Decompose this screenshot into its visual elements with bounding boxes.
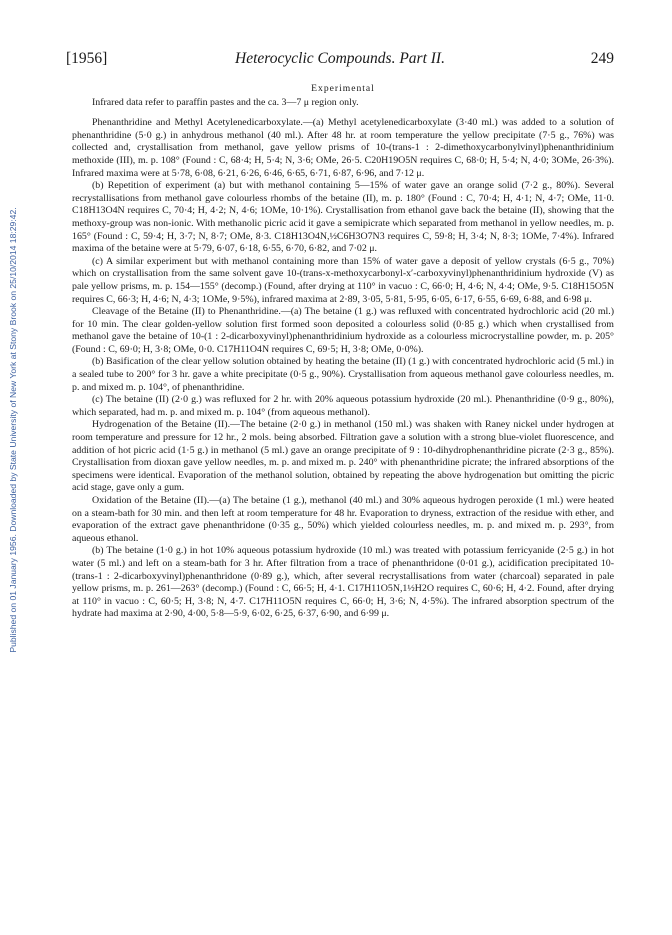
paragraph-experiment-b: (b) Repetition of experiment (a) but with methanol containing 5—15% of water gave an orange solid (7·2 g., 80%). Several recrystallisations from methanol gave colourless rhombs of the betaine (II), m. p. 180° (Found : C, 70·4; H, 4·1; N, 4·7; OMe, 11·0. C18H13O4N requires C, 70·4; H, 4·2; N, 4·6; 1OMe, 10·1%). Crystallisation from ethanol gave back the betaine (II), showing that the methoxy-group was non-ionic. With methanolic picric acid it gave a semipicrate which separated from methanol in yellow needles, m. p. 165° (Found : C, 59·4; H, 3·7; N, 8·7; OMe, 8·3. C18H13O4N,½C6H3O7N3 requires C, 59·8; H, 3·4; N, 8·3; 1OMe, 7·4%). Infrared maxima of the betaine were at 5·79, 6·07, 6·18, 6·55, 6·70, 6·82, and 7·02 μ. xyxy=(72,180,614,255)
running-header xyxy=(66,50,614,72)
paragraph-cleavage-c: (c) The betaine (II) (2·0 g.) was refluxed for 2 hr. with 20% aqueous potassium hydroxide (20 ml.). Phenanthridine (0·9 g., 80%), which separated, had m. p. and mixed m. p. 104° (from aqueous methanol). xyxy=(72,394,614,418)
paragraph-experiment-c: (c) A similar experiment but with methanol containing more than 15% of water gave a deposit of yellow crystals (6·5 g., 70%) which on crystallisation from the same solvent gave 10-(trans-x-methoxycarbonyl-x′-carboxyvinyl)phenanthridinium hydroxide (V) as pale yellow prisms, m. p. 154—155° (decomp.) (Found, after drying at 110° in vacuo : C, 66·0; H, 4·6; N, 4·4; OMe, 9·5. C18H15O5N requires C, 66·3; H, 4·6; N, 4·3; 1OMe, 9·5%), infrared maxima at 2·89, 3·05, 5·81, 5·95, 6·05, 6·17, 6·55, 6·69, 6·88, and 6·98 μ. xyxy=(72,255,614,305)
page-number: 249 xyxy=(590,50,614,67)
paragraph-phenanthridine-acetylenedicarboxylate: Phenanthridine and Methyl Acetylenedicarboxylate.—(a) Methyl acetylenedicarboxylate (3·40 ml.) was added to a solution of phenanthridine (5·0 g.) in anhydrous methanol (40 ml.). After 48 hr. at room temperature the yellow precipitate (7·5 g., 76%) was collected and, crystallisation from methanol, gave yellow prisms of 10-(trans-1 : 2-dimethoxycarbonylvinyl)phenanthridinium methoxide (III), m. p. 108° (Found : C, 68·4; H, 5·4; N, 3·6; OMe, 26·5. C20H19O5N requires C, 68·0; H, 5·4; N, 4·0; 3OMe, 26·3%). Infrared maxima were at 5·78, 6·08, 6·21, 6·26, 6·46, 6·65, 6·71, 6·87, 6·96, and 7·12 μ. xyxy=(72,117,614,179)
download-notice: Published on 01 January 1956. Downloaded by State University of New York at Stony Brook on 25/10/2014 18:29:42. xyxy=(8,207,18,653)
download-watermark xyxy=(6,60,20,800)
infrared-note: Infrared data refer to paraffin pastes and the ca. 3—7 μ region only. xyxy=(92,96,359,108)
paragraph-oxidation-b: (b) The betaine (1·0 g.) in hot 10% aqueous potassium hydroxide (10 ml.) was treated with potassium ferricyanide (2·5 g.) in hot water (5 ml.) and left on a steam-bath for 3 hr. After filtration from a trace of phenanthridone (0·01 g.), acidification precipitated 10-(trans-1 : 2-dicarboxyvinyl)phenanthridone (0·89 g.), which, after several recrystallisations from water (charcoal) separated in pale yellow prisms, m. p. 261—263° (decomp.) (Found : C, 66·5; H, 4·1. C17H11O5N,1½H2O requires C, 60·6; H, 4·2. Found, after drying at 110° in vacuo : C, 60·5; H, 3·8; N, 4·7. C17H11O5N requires C, 66·0; H, 3·6; N, 4·5%). The infrared absorption spectrum of the hydrate had maxima at 2·90, 4·00, 5·8—5·9, 6·02, 6·25, 6·37, 6·90, and 6·99 μ. xyxy=(72,545,614,620)
journal-year: [1956] xyxy=(66,50,108,67)
paragraph-oxidation-a: Oxidation of the Betaine (II).—(a) The betaine (1 g.), methanol (40 ml.) and 30% aqueous hydrogen peroxide (1 ml.) were heated on a steam-bath for 30 min. and then left at room temperature for 48 hr. Evaporation to dryness, extraction of the residue with ether, and evaporation of the extract gave phenanthridone (0·35 g., 50%) which yielded colourless needles, m. p. and mixed m. p. 293°, from aqueous ethanol. xyxy=(72,495,614,544)
paragraph-cleavage-a: Cleavage of the Betaine (II) to Phenanthridine.—(a) The betaine (1 g.) was refluxed with concentrated hydrochloric acid (20 ml.) for 10 min. The clear golden-yellow solution first formed soon deposited a colourless solid (0·85 g.) which when crystallised from methanol gave the betaine of 10-(1 : 2-dicarboxyvinyl)phenanthridinium hydroxide as a colourless microcrystalline powder, m. p. 205° (Found : C, 69·0; H, 3·8; OMe, 0·0. C17H11O4N requires C, 69·5; H, 3·8; OMe, 0·0%). xyxy=(72,306,614,355)
paragraph-hydrogenation: Hydrogenation of the Betaine (II).—The betaine (2·0 g.) in methanol (150 ml.) was shaken with Raney nickel under hydrogen at room temperature and pressure for 12 hr., 2 mols. being absorbed. Filtration gave a solution with a strong blue-violet fluorescence, and addition of hot picric acid (1·5 g.) in methanol (5 ml.) gave an orange precipitate of 9 : 10-dihydrophenanthridine picrate (2·3 g., 85%). Crystallisation from dioxan gave yellow needles, m. p. and mixed m. p. 240° with phenanthridine picrate; the infrared absorptions of the specimens were identical. Evaporation of the methanol solution, obtained by repeating the above hydrogenation but omitting the picric acid stage, gave only a gum. xyxy=(72,419,614,494)
running-title: Heterocyclic Compounds. Part II. xyxy=(235,50,445,67)
article-body xyxy=(72,83,614,923)
paragraph-cleavage-b: (b) Basification of the clear yellow solution obtained by heating the betaine (II) (1 g.) with concentrated hydrochloric acid (5 ml.) in a sealed tube to 200° for 3 hr. gave a white precipitate (0·5 g., 90%). Crystallisation from aqueous methanol gave colourless needles, m. p. and mixed m. p. 104°, of phenanthridine. xyxy=(72,356,614,393)
section-heading: Experimental xyxy=(311,83,375,94)
